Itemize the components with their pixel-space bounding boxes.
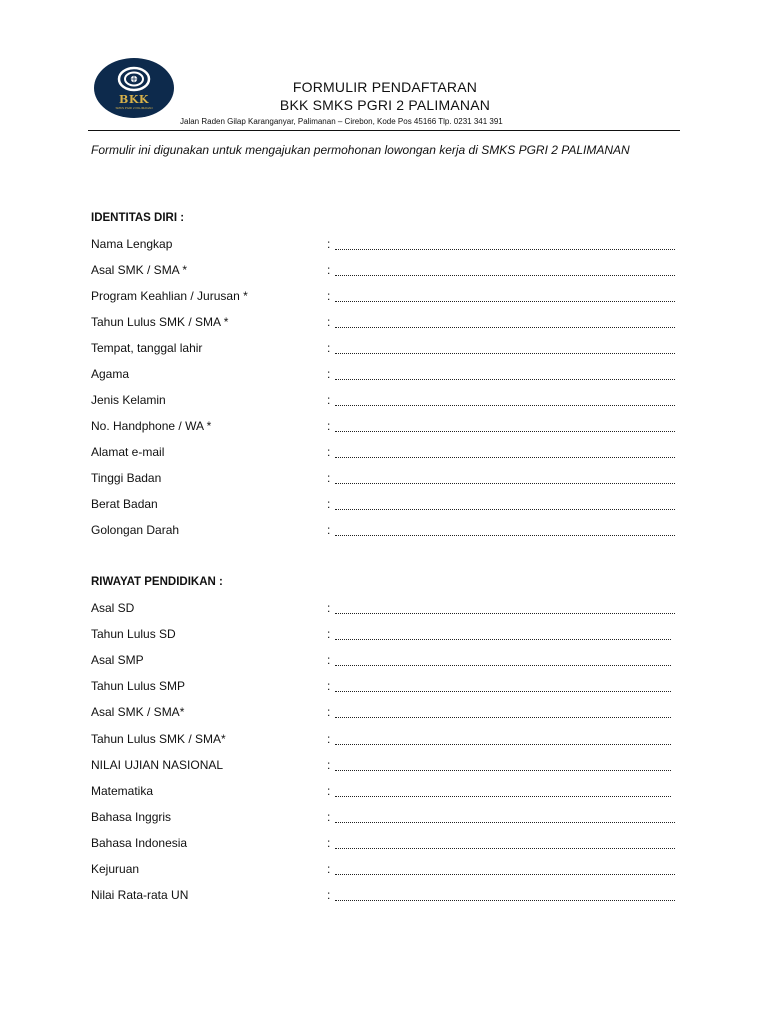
form-row <box>91 705 681 723</box>
field-label: Golongan Darah <box>91 523 180 537</box>
form-row <box>91 627 681 645</box>
field-label: Asal SMP <box>91 653 144 668</box>
field-label: Tempat, tanggal lahir <box>91 341 203 355</box>
form-row <box>91 758 681 776</box>
fill-in-line[interactable] <box>335 535 675 536</box>
field-colon: : <box>327 419 331 433</box>
field-label: Program Keahlian / Jurusan * <box>91 289 248 303</box>
field-label: Tahun Lulus SMK / SMA * <box>91 315 229 329</box>
fill-in-line[interactable] <box>335 509 675 510</box>
field-colon: : <box>327 367 331 381</box>
form-row <box>91 653 681 671</box>
fill-in-line[interactable] <box>335 483 675 484</box>
form-row <box>91 393 681 411</box>
form-title: FORMULIR PENDAFTARAN <box>292 79 478 95</box>
fill-in-line[interactable] <box>335 613 675 614</box>
field-label: Asal SD <box>91 601 135 615</box>
fill-in-line[interactable] <box>335 639 671 640</box>
field-colon: : <box>327 497 331 511</box>
field-colon: : <box>327 341 331 355</box>
field-colon: : <box>327 289 331 303</box>
section-title-pendidikan: RIWAYAT PENDIDIKAN : <box>91 576 223 588</box>
fill-in-line[interactable] <box>335 457 675 458</box>
form-row <box>91 367 681 385</box>
field-colon: : <box>327 653 331 668</box>
form-row <box>91 784 681 802</box>
form-row <box>91 341 681 359</box>
fill-in-line[interactable] <box>335 249 675 250</box>
fill-in-line[interactable] <box>335 301 675 302</box>
form-row <box>91 497 681 515</box>
field-colon: : <box>327 627 331 642</box>
form-row <box>91 888 681 906</box>
field-colon: : <box>327 731 331 746</box>
form-row <box>91 263 681 281</box>
fill-in-line[interactable] <box>335 717 671 718</box>
form-row <box>91 523 681 541</box>
field-label: Tinggi Badan <box>91 471 162 485</box>
fill-in-line[interactable] <box>335 353 675 354</box>
form-row <box>91 471 681 489</box>
field-label: Nama Lengkap <box>91 237 173 251</box>
form-row <box>91 836 681 854</box>
form-row <box>91 419 681 437</box>
field-label: Asal SMK / SMA* <box>91 705 185 720</box>
fill-in-line[interactable] <box>335 431 675 432</box>
field-colon: : <box>327 445 331 459</box>
institution-title: BKK SMKS PGRI 2 PALIMANAN <box>279 97 491 113</box>
form-row <box>91 732 681 750</box>
fill-in-line[interactable] <box>335 405 675 406</box>
field-label: No. Handphone / WA * <box>91 419 212 433</box>
field-colon: : <box>327 835 331 850</box>
field-label: Tahun Lulus SMP <box>91 679 186 694</box>
field-colon: : <box>327 679 331 694</box>
form-row <box>91 315 681 333</box>
form-row <box>91 289 681 307</box>
fill-in-line[interactable] <box>335 796 671 797</box>
form-row <box>91 810 681 828</box>
fill-in-line[interactable] <box>335 848 675 849</box>
field-colon: : <box>327 862 331 876</box>
field-label: Matematika <box>91 783 154 798</box>
field-label: Jenis Kelamin <box>91 393 166 407</box>
field-colon: : <box>327 237 331 251</box>
fill-in-line[interactable] <box>335 275 675 276</box>
field-label: Berat Badan <box>91 497 158 511</box>
field-label: Kejuruan <box>91 862 140 876</box>
field-colon: : <box>327 888 331 903</box>
intro-text: Formulir ini digunakan untuk mengajukan permohonan lowongan kerja di SMKS PGRI 2 PALIMANAN <box>91 143 630 157</box>
fill-in-line[interactable] <box>335 327 675 328</box>
fill-in-line[interactable] <box>335 691 671 692</box>
form-row <box>91 445 681 463</box>
form-row <box>91 862 681 880</box>
field-colon: : <box>327 601 331 615</box>
logo-text: BKK <box>119 93 149 106</box>
field-colon: : <box>327 263 331 277</box>
field-label: Tahun Lulus SD <box>91 627 176 642</box>
field-label: Nilai Rata-rata UN <box>91 888 189 903</box>
field-label: Alamat e-mail <box>91 445 165 459</box>
header-divider <box>88 130 680 131</box>
field-label: Tahun Lulus SMK / SMA* <box>91 731 226 746</box>
field-colon: : <box>327 315 331 329</box>
field-colon: : <box>327 393 331 407</box>
field-label: Bahasa Indonesia <box>91 835 188 850</box>
fill-in-line[interactable] <box>335 770 671 771</box>
field-label: Asal SMK / SMA * <box>91 263 188 277</box>
field-colon: : <box>327 523 331 537</box>
school-logo <box>94 58 174 118</box>
logo-subtext: SMKS PGRI 2 PALIMANAN <box>115 106 153 110</box>
field-colon: : <box>327 757 331 772</box>
address-line: Jalan Raden Gilap Karanganyar, Palimanan – Cirebon, Kode Pos 45166 Tlp. 0231 341 391 <box>180 117 503 126</box>
section-title-identitas: IDENTITAS DIRI : <box>91 212 185 224</box>
form-row <box>91 679 681 697</box>
form-row <box>91 237 681 255</box>
field-label: Agama <box>91 367 130 381</box>
fill-in-line[interactable] <box>335 900 675 901</box>
field-colon: : <box>327 705 331 720</box>
field-colon: : <box>327 471 331 485</box>
fill-in-line[interactable] <box>335 379 675 380</box>
field-colon: : <box>327 783 331 798</box>
field-label: Bahasa Inggris <box>91 809 172 824</box>
field-colon: : <box>327 809 331 824</box>
fill-in-line[interactable] <box>335 744 671 745</box>
field-label: NILAI UJIAN NASIONAL <box>91 757 224 772</box>
fill-in-line[interactable] <box>335 822 675 823</box>
form-row <box>91 601 681 619</box>
fill-in-line[interactable] <box>335 874 675 875</box>
fill-in-line[interactable] <box>335 665 671 666</box>
